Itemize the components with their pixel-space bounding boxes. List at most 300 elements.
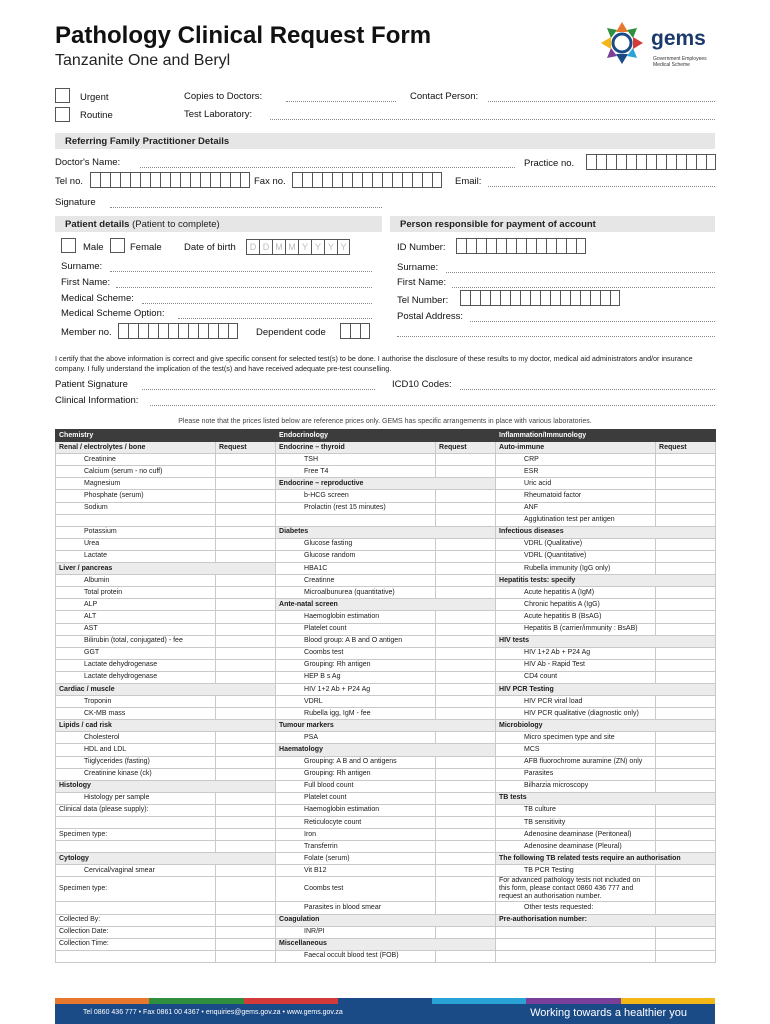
test-row bbox=[56, 708, 716, 720]
request-checkbox-cell[interactable] bbox=[436, 514, 496, 526]
request-checkbox-cell[interactable] bbox=[656, 926, 716, 938]
id-number-boxes[interactable] bbox=[456, 238, 586, 254]
request-checkbox-cell[interactable] bbox=[656, 659, 716, 671]
test-row bbox=[56, 575, 716, 587]
request-checkbox-cell[interactable] bbox=[656, 599, 716, 611]
logo-sub1: Government Employees bbox=[653, 56, 707, 62]
test-name: Glucose random bbox=[276, 550, 436, 562]
postal-field-2[interactable] bbox=[397, 336, 715, 337]
test-name: Uric acid bbox=[496, 478, 656, 490]
test-row bbox=[56, 865, 716, 877]
section-row bbox=[56, 430, 716, 442]
request-checkbox-cell[interactable] bbox=[656, 623, 716, 635]
female-label: Female bbox=[130, 242, 162, 253]
request-header: Request bbox=[656, 442, 716, 454]
test-name: TB sensitivity bbox=[496, 817, 656, 829]
request-checkbox-cell[interactable] bbox=[436, 950, 496, 962]
request-checkbox-cell[interactable] bbox=[436, 817, 496, 829]
test-group-heading: TB tests bbox=[496, 792, 716, 804]
request-checkbox-cell[interactable] bbox=[436, 841, 496, 853]
request-checkbox-cell[interactable] bbox=[436, 563, 496, 575]
request-checkbox-cell[interactable] bbox=[656, 490, 716, 502]
test-name: CD4 count bbox=[496, 671, 656, 683]
test-name: GGT bbox=[56, 647, 216, 659]
fax-number-boxes[interactable] bbox=[292, 172, 442, 188]
patient-title-note: (Patient to complete) bbox=[132, 219, 220, 230]
request-checkbox-cell[interactable] bbox=[216, 635, 276, 647]
test-row bbox=[56, 611, 716, 623]
request-checkbox-cell[interactable] bbox=[436, 732, 496, 744]
request-checkbox-cell[interactable] bbox=[656, 780, 716, 792]
footer-bar bbox=[55, 1004, 715, 1024]
request-checkbox-cell[interactable] bbox=[656, 514, 716, 526]
request-checkbox-cell[interactable] bbox=[216, 502, 276, 514]
test-name: b-HCG screen bbox=[276, 490, 436, 502]
test-name: Chronic hepatitis A (IgG) bbox=[496, 599, 656, 611]
col-header: Renal / electrolytes / bone bbox=[56, 442, 216, 454]
request-checkbox-cell[interactable] bbox=[656, 708, 716, 720]
request-checkbox-cell[interactable] bbox=[216, 817, 276, 829]
payer-surname-label: Surname: bbox=[397, 262, 439, 273]
test-row bbox=[56, 914, 716, 926]
test-row bbox=[56, 780, 716, 792]
tel-label: Tel no. bbox=[55, 176, 83, 187]
request-checkbox-cell[interactable] bbox=[656, 611, 716, 623]
request-checkbox-cell[interactable] bbox=[436, 926, 496, 938]
email-field[interactable] bbox=[488, 186, 715, 187]
request-checkbox-cell[interactable] bbox=[436, 671, 496, 683]
request-checkbox-cell[interactable] bbox=[436, 865, 496, 877]
postal-label: Postal Address: bbox=[397, 311, 464, 322]
patient-signature-field[interactable] bbox=[142, 389, 375, 390]
payer-first-label: First Name: bbox=[397, 277, 447, 288]
footer-contact: Tel 0860 436 777 • Fax 0861 00 4367 • enquiries@gems.gov.za • www.gems.gov.za bbox=[83, 1009, 343, 1016]
section-chemistry: Chemistry bbox=[56, 430, 276, 442]
test-name: Faecal occult blood test (FOB) bbox=[276, 950, 436, 962]
test-name: Tiiglycerides (fasting) bbox=[56, 756, 216, 768]
test-name: ALT bbox=[56, 611, 216, 623]
request-checkbox-cell[interactable] bbox=[216, 829, 276, 841]
id-label: ID Number: bbox=[397, 242, 446, 253]
test-name: Creatinine bbox=[56, 454, 216, 466]
test-row bbox=[56, 792, 716, 804]
test-name: CK-MB mass bbox=[56, 708, 216, 720]
request-header: Request bbox=[216, 442, 276, 454]
test-group-heading: Haematology bbox=[276, 744, 496, 756]
test-name: Platelet count bbox=[276, 623, 436, 635]
test-name: Bilirubin (total, conjugated) - fee bbox=[56, 635, 216, 647]
request-checkbox-cell[interactable] bbox=[216, 865, 276, 877]
request-checkbox-cell[interactable] bbox=[656, 841, 716, 853]
request-checkbox-cell[interactable] bbox=[216, 478, 276, 490]
request-checkbox-cell[interactable] bbox=[656, 502, 716, 514]
request-checkbox-cell[interactable] bbox=[216, 611, 276, 623]
request-checkbox-cell[interactable] bbox=[216, 587, 276, 599]
male-checkbox[interactable] bbox=[61, 238, 76, 253]
request-checkbox-cell[interactable] bbox=[436, 853, 496, 865]
request-checkbox-cell[interactable] bbox=[216, 938, 276, 950]
request-checkbox-cell[interactable] bbox=[216, 768, 276, 780]
request-checkbox-cell[interactable] bbox=[216, 659, 276, 671]
tel-number-boxes[interactable] bbox=[90, 172, 250, 188]
doctor-label: Doctor's Name: bbox=[55, 157, 121, 168]
request-checkbox-cell[interactable] bbox=[216, 647, 276, 659]
request-checkbox-cell[interactable] bbox=[436, 454, 496, 466]
test-row bbox=[56, 659, 716, 671]
test-row bbox=[56, 938, 716, 950]
icd10-label: ICD10 Codes: bbox=[392, 379, 452, 390]
dob-label: Date of birth bbox=[184, 242, 236, 253]
request-checkbox-cell[interactable] bbox=[656, 732, 716, 744]
test-name: Micro specimen type and site bbox=[496, 732, 656, 744]
fax-label: Fax no. bbox=[254, 176, 286, 187]
request-checkbox-cell[interactable] bbox=[216, 877, 276, 902]
test-row bbox=[56, 696, 716, 708]
request-checkbox-cell[interactable] bbox=[656, 756, 716, 768]
request-header: Request bbox=[436, 442, 496, 454]
test-row bbox=[56, 478, 716, 490]
test-name: Free T4 bbox=[276, 466, 436, 478]
test-name: Grouping: A B and O antigens bbox=[276, 756, 436, 768]
routine-checkbox[interactable] bbox=[55, 107, 70, 122]
test-name: Potassium bbox=[56, 526, 216, 538]
first-name-field[interactable] bbox=[116, 287, 372, 288]
request-checkbox-cell[interactable] bbox=[216, 841, 276, 853]
test-row bbox=[56, 550, 716, 562]
contact-label: Contact Person: bbox=[410, 91, 479, 102]
clinical-info-label: Clinical Information: bbox=[55, 395, 139, 406]
request-checkbox-cell[interactable] bbox=[216, 792, 276, 804]
test-name: Vit B12 bbox=[276, 865, 436, 877]
dependent-label: Dependent code bbox=[256, 327, 326, 338]
request-checkbox-cell[interactable] bbox=[656, 829, 716, 841]
test-name: Clinical data (please supply): bbox=[56, 804, 216, 816]
request-checkbox-cell[interactable] bbox=[436, 756, 496, 768]
request-checkbox-cell[interactable] bbox=[436, 538, 496, 550]
empty-cell bbox=[496, 938, 656, 950]
test-name: Rubella igg, IgM - fee bbox=[276, 708, 436, 720]
test-name: Grouping: Rh antigen bbox=[276, 659, 436, 671]
test-lab-field[interactable] bbox=[270, 119, 715, 120]
urgent-label: Urgent bbox=[80, 92, 109, 103]
request-checkbox-cell[interactable] bbox=[656, 563, 716, 575]
test-name: PSA bbox=[276, 732, 436, 744]
test-name: Rheumatoid factor bbox=[496, 490, 656, 502]
test-row bbox=[56, 926, 716, 938]
test-row bbox=[56, 599, 716, 611]
request-checkbox-cell[interactable] bbox=[216, 538, 276, 550]
test-name: Troponin bbox=[56, 696, 216, 708]
request-checkbox-cell[interactable] bbox=[436, 550, 496, 562]
copies-field[interactable] bbox=[286, 101, 396, 102]
test-group-heading: Infectious diseases bbox=[496, 526, 716, 538]
request-checkbox-cell[interactable] bbox=[216, 623, 276, 635]
request-checkbox-cell[interactable] bbox=[216, 804, 276, 816]
col-header: Endocrine – thyroid bbox=[276, 442, 436, 454]
test-name: Adenosine deaminase (Peritoneal) bbox=[496, 829, 656, 841]
payer-header: Person responsible for payment of account bbox=[390, 216, 715, 232]
request-checkbox-cell[interactable] bbox=[436, 708, 496, 720]
request-checkbox-cell[interactable] bbox=[216, 902, 276, 914]
test-row bbox=[56, 902, 716, 914]
icd10-field[interactable] bbox=[460, 389, 715, 390]
female-checkbox[interactable] bbox=[110, 238, 125, 253]
test-name: Histology per sample bbox=[56, 792, 216, 804]
test-group-heading: Cardiac / muscle bbox=[56, 683, 276, 695]
test-name: Blood group: A B and O antigen bbox=[276, 635, 436, 647]
payer-surname-field[interactable] bbox=[446, 272, 715, 273]
request-checkbox-cell[interactable] bbox=[656, 817, 716, 829]
test-name: Reticulocyte count bbox=[276, 817, 436, 829]
test-name: HIV PCR viral load bbox=[496, 696, 656, 708]
column-header-row bbox=[56, 442, 716, 454]
surname-label: Surname: bbox=[61, 261, 103, 272]
test-name: ALP bbox=[56, 599, 216, 611]
col-header: Auto-immune bbox=[496, 442, 656, 454]
request-checkbox-cell[interactable] bbox=[216, 756, 276, 768]
test-name: HBA1C bbox=[276, 563, 436, 575]
signature-field[interactable] bbox=[110, 207, 382, 208]
test-name: ESR bbox=[496, 466, 656, 478]
test-name: Lactate dehydrogenase bbox=[56, 671, 216, 683]
request-checkbox-cell[interactable] bbox=[436, 587, 496, 599]
test-name: Platelet count bbox=[276, 792, 436, 804]
request-checkbox-cell[interactable] bbox=[216, 466, 276, 478]
request-checkbox-cell[interactable] bbox=[656, 647, 716, 659]
test-group-heading: Coagulation bbox=[276, 914, 496, 926]
payer-tel-label: Tel Number: bbox=[397, 295, 449, 306]
request-checkbox-cell[interactable] bbox=[656, 478, 716, 490]
test-name: Cholesterol bbox=[56, 732, 216, 744]
patient-header bbox=[55, 216, 382, 232]
test-group-heading: Ante-natal screen bbox=[276, 599, 496, 611]
request-checkbox-cell[interactable] bbox=[436, 768, 496, 780]
request-checkbox-cell[interactable] bbox=[216, 696, 276, 708]
test-name: TSH bbox=[276, 454, 436, 466]
empty-cell bbox=[276, 514, 436, 526]
clinical-info-field[interactable] bbox=[150, 405, 715, 406]
test-name: TB culture bbox=[496, 804, 656, 816]
request-checkbox-cell[interactable] bbox=[656, 671, 716, 683]
test-row bbox=[56, 732, 716, 744]
request-checkbox-cell[interactable] bbox=[216, 514, 276, 526]
test-row bbox=[56, 671, 716, 683]
request-checkbox-cell[interactable] bbox=[436, 683, 496, 695]
scheme-field[interactable] bbox=[142, 303, 372, 304]
test-name: Calcium (serum - no cuff) bbox=[56, 466, 216, 478]
test-row bbox=[56, 877, 716, 902]
request-checkbox-cell[interactable] bbox=[656, 950, 716, 962]
request-checkbox-cell[interactable] bbox=[436, 635, 496, 647]
test-row bbox=[56, 756, 716, 768]
male-label: Male bbox=[83, 242, 104, 253]
test-name: Specimen type: bbox=[56, 829, 216, 841]
postal-field-1[interactable] bbox=[470, 321, 715, 322]
test-name: Transferrin bbox=[276, 841, 436, 853]
request-checkbox-cell[interactable] bbox=[216, 550, 276, 562]
empty-cell bbox=[56, 841, 216, 853]
request-checkbox-cell[interactable] bbox=[216, 950, 276, 962]
request-checkbox-cell[interactable] bbox=[656, 877, 716, 902]
request-checkbox-cell[interactable] bbox=[656, 804, 716, 816]
test-group-heading: Diabetes bbox=[276, 526, 496, 538]
test-name: TB PCR Testing bbox=[496, 865, 656, 877]
test-name: INR/PI bbox=[276, 926, 436, 938]
section-endocrinology: Endocrinology bbox=[276, 430, 496, 442]
test-row bbox=[56, 841, 716, 853]
test-row bbox=[56, 587, 716, 599]
test-row bbox=[56, 647, 716, 659]
request-checkbox-cell[interactable] bbox=[436, 490, 496, 502]
request-checkbox-cell[interactable] bbox=[656, 938, 716, 950]
request-checkbox-cell[interactable] bbox=[216, 575, 276, 587]
test-group-heading: HIV tests bbox=[496, 635, 716, 647]
request-checkbox-cell[interactable] bbox=[656, 744, 716, 756]
request-checkbox-cell[interactable] bbox=[216, 708, 276, 720]
test-request-table bbox=[55, 429, 716, 963]
request-checkbox-cell[interactable] bbox=[216, 671, 276, 683]
test-name: Folate (serum) bbox=[276, 853, 436, 865]
request-checkbox-cell[interactable] bbox=[656, 865, 716, 877]
test-name: Sodium bbox=[56, 502, 216, 514]
test-name: Iron bbox=[276, 829, 436, 841]
test-name: Creatinne bbox=[276, 575, 436, 587]
test-name: Collected By: bbox=[56, 914, 216, 926]
request-checkbox-cell[interactable] bbox=[216, 454, 276, 466]
test-name: Collection Time: bbox=[56, 938, 216, 950]
request-checkbox-cell[interactable] bbox=[216, 744, 276, 756]
test-name: AFB fluorochrome auramine (ZN) only bbox=[496, 756, 656, 768]
test-name: VDRL bbox=[276, 696, 436, 708]
request-checkbox-cell[interactable] bbox=[216, 490, 276, 502]
test-name: Creatinine kinase (ck) bbox=[56, 768, 216, 780]
test-name: HIV PCR qualitative (diagnostic only) bbox=[496, 708, 656, 720]
test-name: Glucose fasting bbox=[276, 538, 436, 550]
test-name: Urea bbox=[56, 538, 216, 550]
dependent-boxes[interactable] bbox=[340, 323, 370, 339]
test-name: Parasites in blood smear bbox=[276, 902, 436, 914]
request-checkbox-cell[interactable] bbox=[436, 829, 496, 841]
test-name: VDRL (Qualitative) bbox=[496, 538, 656, 550]
test-name: For advanced pathology tests not included on this form, please contact 0860 436 777 and request an authorisation number. bbox=[496, 877, 656, 902]
request-checkbox-cell[interactable] bbox=[656, 587, 716, 599]
dob-boxes[interactable]: D D M M Y Y Y Y bbox=[246, 239, 350, 255]
request-checkbox-cell[interactable] bbox=[656, 768, 716, 780]
test-row bbox=[56, 502, 716, 514]
option-field[interactable] bbox=[178, 318, 372, 319]
request-checkbox-cell[interactable] bbox=[436, 623, 496, 635]
test-name: Albumin bbox=[56, 575, 216, 587]
request-checkbox-cell[interactable] bbox=[436, 611, 496, 623]
test-name: Haemoglobin estimation bbox=[276, 804, 436, 816]
request-checkbox-cell[interactable] bbox=[436, 780, 496, 792]
request-checkbox-cell[interactable] bbox=[436, 877, 496, 902]
copies-label: Copies to Doctors: bbox=[184, 91, 263, 102]
test-name: Lactate bbox=[56, 550, 216, 562]
request-checkbox-cell[interactable] bbox=[656, 550, 716, 562]
test-group-heading: Hepatitis tests: specify bbox=[496, 575, 716, 587]
option-label: Medical Scheme Option: bbox=[61, 308, 165, 319]
request-checkbox-cell[interactable] bbox=[436, 647, 496, 659]
test-group-heading: Miscellaneous bbox=[276, 938, 496, 950]
contact-field[interactable] bbox=[488, 101, 715, 102]
test-row bbox=[56, 744, 716, 756]
request-checkbox-cell[interactable] bbox=[656, 902, 716, 914]
test-row bbox=[56, 853, 716, 865]
test-name: AST bbox=[56, 623, 216, 635]
practice-number-boxes[interactable] bbox=[586, 154, 716, 170]
test-name: Microalbunurea (quantitative) bbox=[276, 587, 436, 599]
request-checkbox-cell[interactable] bbox=[436, 575, 496, 587]
request-checkbox-cell[interactable] bbox=[656, 538, 716, 550]
test-lab-label: Test Laboratory: bbox=[184, 109, 253, 120]
test-name: Cervical/vaginal smear bbox=[56, 865, 216, 877]
practice-label: Practice no. bbox=[524, 158, 575, 169]
test-name: ANF bbox=[496, 502, 656, 514]
request-checkbox-cell[interactable] bbox=[436, 502, 496, 514]
empty-cell bbox=[496, 950, 656, 962]
test-group-heading: HIV PCR Testing bbox=[496, 683, 716, 695]
doctor-field[interactable] bbox=[140, 167, 515, 168]
test-row bbox=[56, 817, 716, 829]
test-name: Bilharzia microscopy bbox=[496, 780, 656, 792]
empty-cell bbox=[496, 926, 656, 938]
test-name: Prolactin (rest 15 minutes) bbox=[276, 502, 436, 514]
request-checkbox-cell[interactable] bbox=[436, 696, 496, 708]
request-checkbox-cell[interactable] bbox=[216, 526, 276, 538]
test-row bbox=[56, 768, 716, 780]
request-checkbox-cell[interactable] bbox=[216, 926, 276, 938]
page-subtitle: Tanzanite One and Beryl bbox=[55, 52, 231, 69]
test-row bbox=[56, 683, 716, 695]
request-checkbox-cell[interactable] bbox=[436, 902, 496, 914]
scheme-label: Medical Scheme: bbox=[61, 293, 134, 304]
request-checkbox-cell[interactable] bbox=[436, 659, 496, 671]
member-number-boxes[interactable] bbox=[118, 323, 238, 339]
empty-cell bbox=[56, 902, 216, 914]
test-name: Parasites bbox=[496, 768, 656, 780]
request-checkbox-cell[interactable] bbox=[216, 732, 276, 744]
test-row bbox=[56, 454, 716, 466]
test-name: HIV 1+2 Ab + P24 Ag bbox=[276, 683, 436, 695]
test-group-heading: Pre-authorisation number: bbox=[496, 914, 716, 926]
payer-tel-boxes[interactable] bbox=[460, 290, 620, 306]
request-checkbox-cell[interactable] bbox=[656, 466, 716, 478]
request-checkbox-cell[interactable] bbox=[436, 792, 496, 804]
test-row bbox=[56, 490, 716, 502]
test-row bbox=[56, 829, 716, 841]
surname-field[interactable] bbox=[110, 271, 372, 272]
gems-logo bbox=[597, 18, 719, 80]
request-checkbox-cell[interactable] bbox=[656, 696, 716, 708]
test-name: Total protein bbox=[56, 587, 216, 599]
test-row bbox=[56, 720, 716, 732]
request-checkbox-cell[interactable] bbox=[656, 454, 716, 466]
test-row bbox=[56, 538, 716, 550]
test-name: Phosphate (serum) bbox=[56, 490, 216, 502]
test-group-heading: The following TB related tests require an authorisation bbox=[496, 853, 716, 865]
request-checkbox-cell[interactable] bbox=[436, 804, 496, 816]
empty-cell bbox=[56, 950, 216, 962]
test-name: Grouping: Rh antigen bbox=[276, 768, 436, 780]
request-checkbox-cell[interactable] bbox=[216, 914, 276, 926]
test-name: HDL and LDL bbox=[56, 744, 216, 756]
request-checkbox-cell[interactable] bbox=[216, 599, 276, 611]
request-checkbox-cell[interactable] bbox=[436, 466, 496, 478]
payer-first-field[interactable] bbox=[452, 287, 715, 288]
test-name: MCS bbox=[496, 744, 656, 756]
urgent-checkbox[interactable] bbox=[55, 88, 70, 103]
